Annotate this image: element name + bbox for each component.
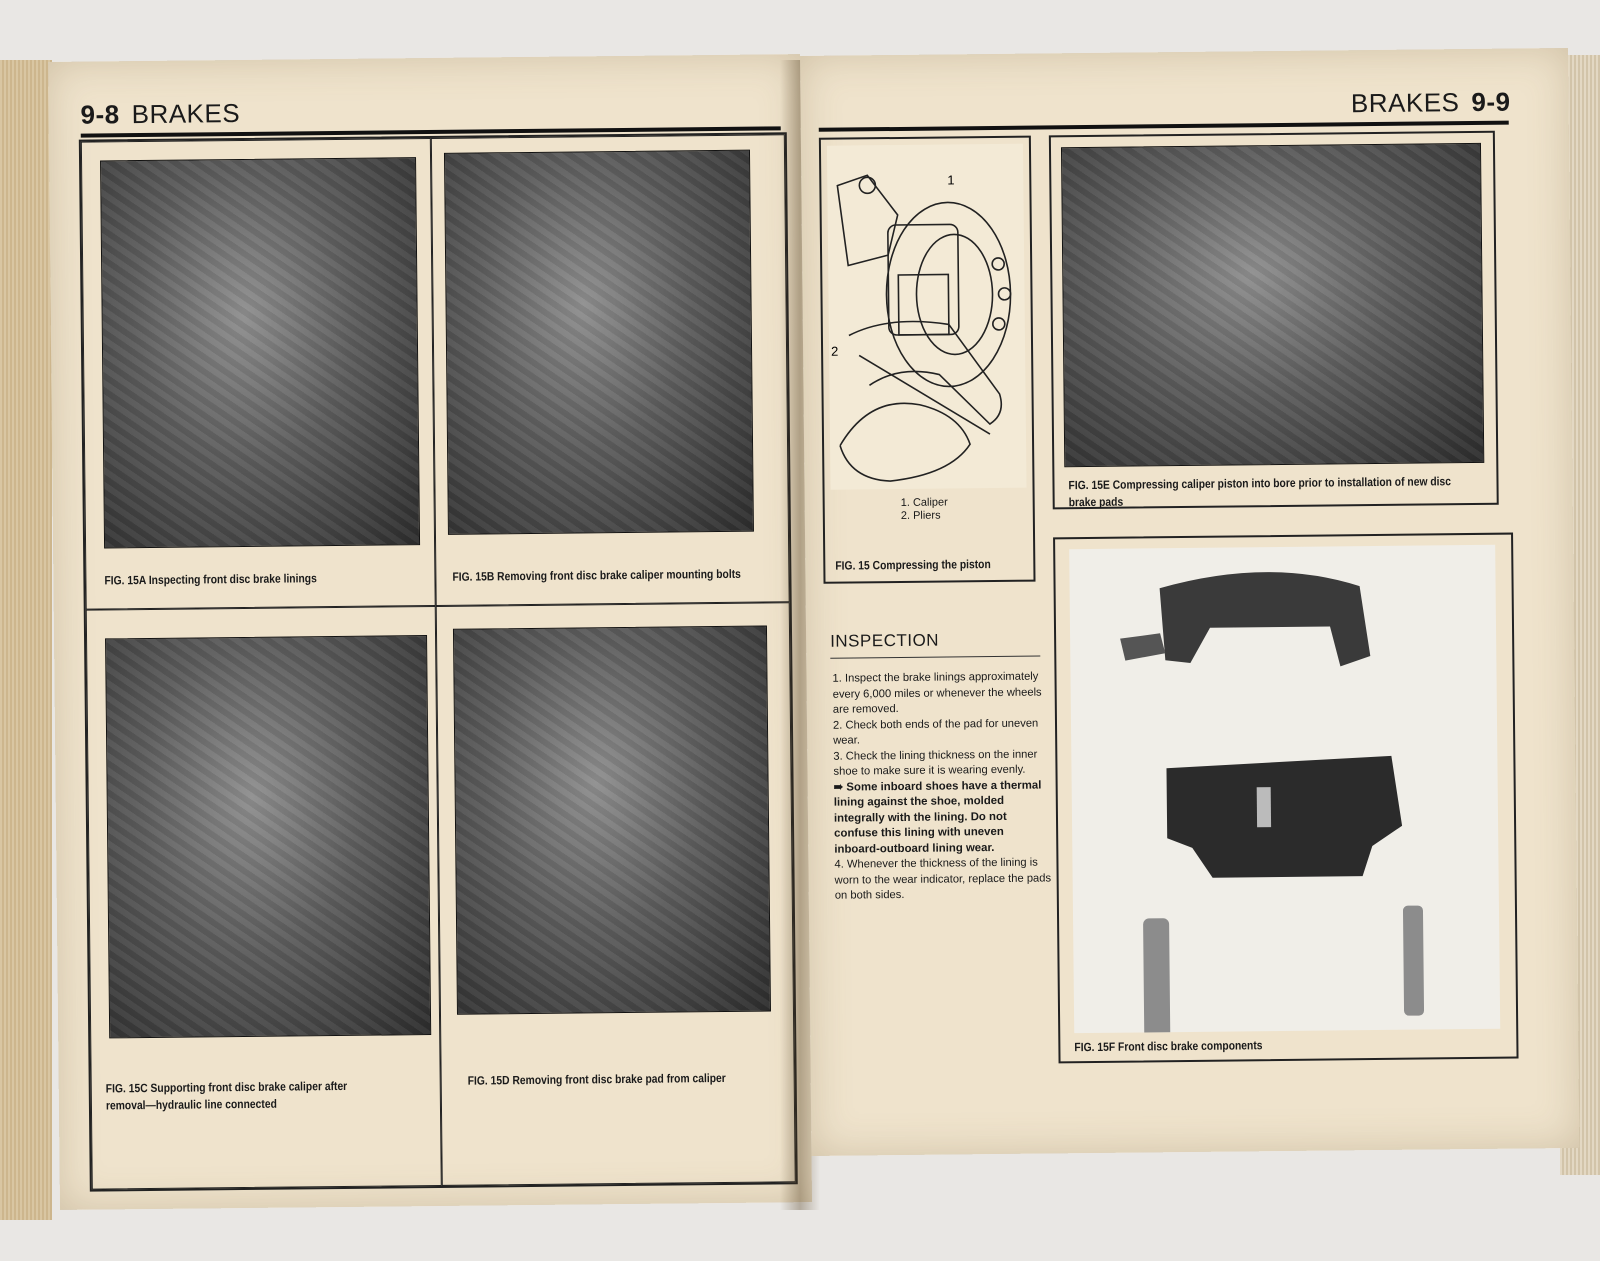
inspection-step-2: 2. Check both ends of the pad for uneven wear.	[832, 717, 1039, 747]
figure-15a	[81, 138, 436, 610]
left-section-title: BRAKES	[131, 97, 241, 130]
left-page	[48, 54, 812, 1210]
figure-15d-photo	[453, 626, 771, 1015]
left-page-number: 9-8	[80, 99, 120, 130]
left-page-header	[80, 98, 240, 131]
legend-pliers: 2. Pliers	[900, 509, 941, 522]
figure-15e-caption: FIG. 15E Compressing caliper piston into bore prior to installation of new disc brake pads	[1068, 474, 1452, 510]
figure-15e-photo	[1061, 143, 1484, 467]
figure-15a-caption: FIG. 15A Inspecting front disc brake linings	[104, 571, 317, 588]
inspection-step-4: 4. Whenever the thickness of the lining is worn to the wear indicator, replace the pads on both sides.	[834, 856, 1052, 902]
inspection-note: ➠ Some inboard shoes have a thermal lining against the shoe, molded integrally with the lining. Do not confuse this lining with uneven inboard-outboard lining wear.	[833, 779, 1042, 856]
caliper-pliers-illustration	[827, 144, 1027, 490]
right-section-title: BRAKES	[1350, 87, 1460, 119]
figure-15d	[436, 602, 796, 1186]
figure-15b-caption: FIG. 15B Removing front disc brake caliper mounting bolts	[452, 566, 741, 584]
figure-15c-photo	[105, 635, 431, 1038]
figure-15f	[1053, 533, 1518, 1064]
legend-caliper: 1. Caliper	[900, 496, 948, 509]
book-page-edges-left	[0, 60, 52, 1220]
right-header-rule	[819, 121, 1509, 132]
left-figure-grid	[79, 132, 798, 1191]
right-page-header	[1351, 87, 1511, 120]
figure-15e	[1049, 131, 1499, 510]
figure-15f-photo	[1069, 545, 1500, 1033]
right-page	[800, 48, 1579, 1156]
inspection-step-1: 1. Inspect the brake linings approximately every 6,000 miles or whenever the wheels are removed.	[832, 670, 1042, 716]
inspection-body	[832, 669, 1052, 904]
figure-15c	[86, 606, 442, 1190]
figure-15b-photo	[444, 150, 754, 535]
figure-15	[819, 136, 1036, 584]
figure-15b	[431, 134, 790, 606]
figure-15-caption: FIG. 15 Compressing the piston	[835, 557, 991, 573]
figure-15c-caption: FIG. 15C Supporting front disc brake caliper after removal—hydraulic line connected	[105, 1078, 348, 1113]
inspection-title: INSPECTION	[830, 630, 940, 651]
disc-brake-components-illustration	[1069, 545, 1500, 1033]
figure-15d-caption: FIG. 15D Removing front disc brake pad from caliper	[467, 1070, 726, 1088]
callout-2: 2	[831, 343, 839, 359]
figure-15a-photo	[100, 157, 420, 548]
inspection-rule	[830, 656, 1040, 659]
callout-1: 1	[947, 172, 955, 188]
figure-15f-caption: FIG. 15F Front disc brake components	[1074, 1038, 1263, 1055]
inspection-step-3: 3. Check the lining thickness on the inner shoe to make sure it is wearing evenly.	[833, 748, 1038, 778]
figure-15-legend	[901, 496, 948, 522]
figure-15-drawing	[827, 144, 1027, 490]
right-page-number: 9-9	[1471, 86, 1511, 117]
